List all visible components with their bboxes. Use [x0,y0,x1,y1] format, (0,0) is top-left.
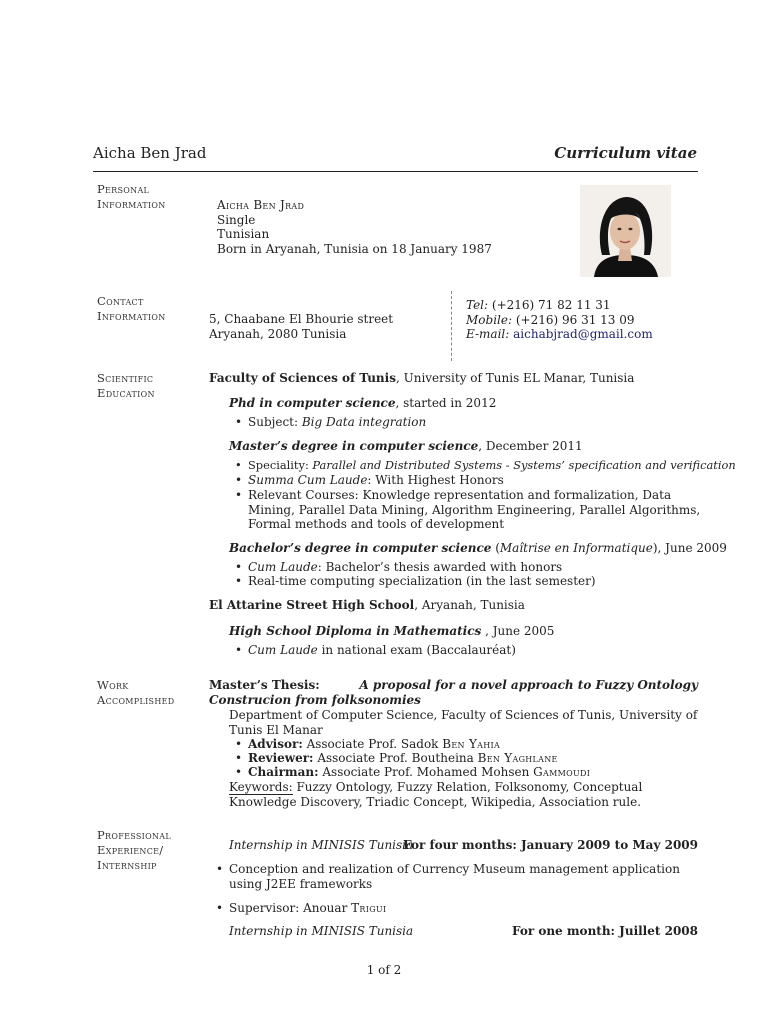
internship-2-period: For one month: Juillet 2008 [511,924,698,938]
list-item: • Supervisor: Anouar Trigui [229,901,386,916]
thesis-label: Master’s Thesis: [209,678,320,692]
list-item: • Cum Laude: Bachelor’s thesis awarded with honors [248,560,562,575]
list-item: • Relevant Courses: Knowledge representation and formalization, Data Mining, Parallel Data Mining, Algorithm Engineering, Parallel Algorithms, Formal methods and tools of development [248,488,710,532]
cv-title: Curriculum vitae [554,144,697,162]
bachelor-line: Bachelor’s degree in computer science (Maîtrise en Informatique), June 2009 [229,541,727,555]
email-link[interactable]: aichabjrad@gmail.com [513,327,653,342]
contact-divider [451,291,452,361]
section-heading-work: Work Accomplished [97,678,175,707]
personal-nationality: Tunisian [217,227,270,242]
personal-details [217,198,492,256]
email-label: E-mail: [466,327,510,342]
profile-photo [580,185,671,277]
thesis-title-line-1: A proposal for a novel approach to Fuzzy Ontology [359,678,698,692]
thesis-keywords: Keywords: Fuzzy Ontology, Fuzzy Relation, Folksonomy, Conceptual Knowledge Discovery, Triadic Concept, Wikipedia, Association rule. [229,780,643,809]
personal-birth: Born in Aryanah, Tunisia on 18 January 1987 [217,241,492,256]
thesis-title-line-2: Construcion from folksonomies [209,693,421,707]
address-line-2: Aryanah, 2080 Tunisia [209,326,347,341]
thesis-department: Department of Computer Science, Faculty of Sciences of Tunis, University of Tunis El Manar [229,708,698,737]
page-number: 1 of 2 [366,963,402,977]
list-item: • Advisor: Associate Prof. Sadok Ben Yahia [248,737,500,752]
master-line: Master’s degree in computer science, December 2011 [229,439,583,453]
phd-line: Phd in computer science, started in 2012 [229,396,497,410]
list-item: • Speciality: Parallel and Distributed Systems - Systems’ specification and verification [248,458,736,473]
internship-1-period: For four months: January 2009 to May 2009 [403,838,698,852]
personal-status: Single [217,212,256,227]
internship-2-place: Internship in MINISIS Tunisia [229,924,414,938]
contact-phone-email [466,298,653,342]
diploma-line: High School Diploma in Mathematics , June 2005 [229,624,555,638]
header-rule [93,171,698,172]
list-item: • Conception and realization of Currency Museum management application using J2EE frameworks [229,862,699,891]
portrait-image [580,185,671,277]
list-item: • Summa Cum Laude: With Highest Honors [248,473,504,488]
cv-owner-name: Aicha Ben Jrad [93,144,207,162]
mobile-value: (+216) 96 31 13 09 [515,312,635,327]
list-item: • Real-time computing specialization (in the last semester) [248,574,596,589]
faculty-line: Faculty of Sciences of Tunis, University of Tunis EL Manar, Tunisia [209,371,635,385]
section-heading-education: Scientific Education [97,371,155,400]
list-item: • Reviewer: Associate Prof. Boutheina Ben Yaghlane [248,751,558,766]
tel-label: Tel: [466,298,489,312]
contact-address [209,312,393,341]
section-heading-experience: Professional Experience/ Internship [97,828,171,872]
internship-1-place: Internship in MINISIS Tunisia [229,838,414,852]
list-item: • Subject: Big Data integration [248,415,426,430]
list-item: • Chairman: Associate Prof. Mohamed Mohsen Gammoudi [248,765,590,780]
section-heading-contact: Contact Information [97,294,166,323]
section-heading-personal: Personal Information [97,182,166,211]
personal-name: Aicha Ben Jrad [217,198,305,212]
list-item: • Cum Laude in national exam (Baccalauréat) [248,643,516,658]
address-line-1: 5, Chaabane El Bhourie street [209,312,394,326]
mobile-label: Mobile: [466,312,513,327]
school-line: El Attarine Street High School, Aryanah, Tunisia [209,598,525,612]
tel-value: (+216) 71 82 11 31 [491,298,611,312]
